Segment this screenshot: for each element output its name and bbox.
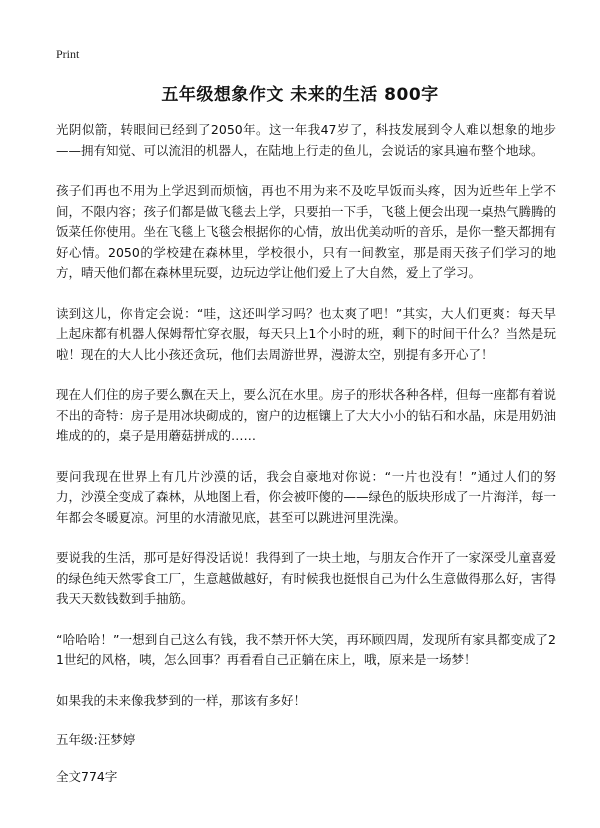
paragraph-5: 要问我现在世界上有几片沙漠的话，我会自豪地对你说：“一片也没有！”通过人们的努力，沙漠全变成了森林，从地图上看，你会被吓傻的——绿色的版块形成了一片海洋，每一年都会冬暖夏凉。河里的水清澈见底，甚至可以跳进河里洗澡。 <box>56 468 557 525</box>
author-line: 五年级:汪梦婷 <box>56 732 136 747</box>
page-title: 五年级想象作文 未来的生活 800字 <box>161 85 439 105</box>
paragraph-8: 如果我的未来像我梦到的一样，那该有多好！ <box>56 692 307 708</box>
paragraph-6: 要说我的生活，那可是好得没话说！我得到了一块土地，与朋友合作开了一家深受儿童喜爱的绿色纯天然零食工厂，生意越做越好，有时候我也挺恨自己为什么生意做得那么好，害得我天天数钱数到手抽筋。 <box>56 550 557 606</box>
word-count: 全文774字 <box>56 769 118 784</box>
print-link[interactable]: Print <box>56 47 80 61</box>
paragraph-3: 读到这儿，你肯定会说：“哇，这还叫学习吗？也太爽了吧！”其实，大人们更爽：每天早上起床都有机器人保姆帮忙穿衣服，每天只上1个小时的班，剩下的时间干什么？当然是玩啦！现在的大人比小孩还贪玩，他们去周游世界，漫游太空，别提有多开心了！ <box>56 305 556 362</box>
paragraph-7: “哈哈哈！”一想到自己这么有钱，我不禁开怀大笑，再环顾四周，发现所有家具都变成了21世纪的风格，咦，怎么回事？再看看自己正躺在床上，哦，原来是一场梦！ <box>56 631 556 667</box>
paragraph-2: 孩子们再也不用为上学迟到而烦恼，再也不用为来不及吃早饭而头疼，因为近些年上学不间，不限内容；孩子们都是做飞毯去上学，只要拍一下手，飞毯上便会出现一桌热气腾腾的饭菜任你使用。坐在飞毯上飞毯会根据你的心情，放出优美动听的音乐，是你一整天都拥有好心情。2050的学校建在森林里，学校很小，只有一间教室，那是雨天孩子们学习的地方，晴天他们都在森林里玩耍，边玩边学让他们爱上了大自然，爱上了学习。 <box>56 183 557 280</box>
paragraph-4: 现在人们住的房子要么飘在天上，要么沉在水里。房子的形状各种各样，但每一座都有着说不出的奇特：房子是用冰块砌成的，窗户的边框镶上了大大小小的钻石和水晶，床是用奶油堆成的的，桌子是用蘑菇拼成的…… <box>56 387 557 443</box>
paragraph-1: 光阴似箭，转眼间已经到了2050年。这一年我47岁了，科技发展到令人难以想象的地步——拥有知觉、可以流泪的机器人，在陆地上行走的鱼儿，会说话的家具遍布整个地球。 <box>56 122 556 158</box>
article-body <box>56 120 556 805</box>
